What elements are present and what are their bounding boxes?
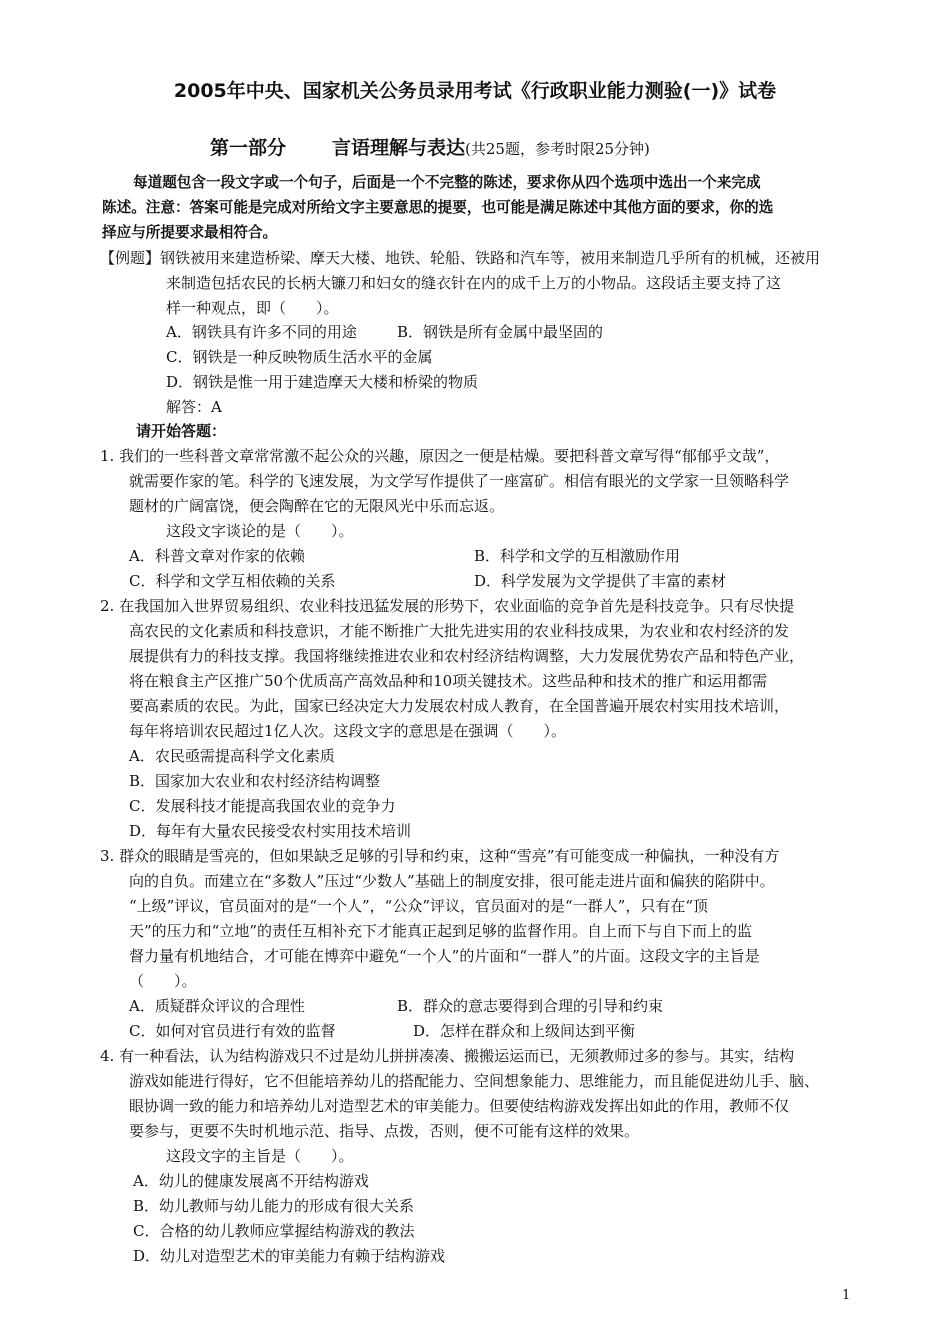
q4-line-4: 要参与，更要不失时机地示范、指导、点拨，否则，便不可能有这样的效果。 [129, 1122, 640, 1140]
q4-line-1: 4. 有一种看法，认为结构游戏只不过是幼儿拼拼凑凑、搬搬运运而已，无须教师过多的参与。其实，结构 [100, 1047, 795, 1065]
q2-option-b: B．国家加大农业和农村经济结构调整 [129, 772, 381, 790]
q4-line-2: 游戏如能进行得好，它不但能培养幼儿的搭配能力、空间想象能力、思维能力，而且能促进幼儿手、脑、 [129, 1072, 820, 1090]
q1-line-3: 题材的广阔富饶，便会陶醉在它的无限风光中乐而忘返。 [129, 497, 505, 515]
q2-line-5: 要高素质的农民。为此，国家已经决定大力发展农村成人教育，在全国普遍开展农村实用技术培训， [129, 697, 790, 715]
q3-option-d: D．怎样在群众和上级间达到平衡 [413, 1022, 636, 1040]
q1-option-a: A．科普文章对作家的依赖 [129, 547, 305, 565]
q4-option-c: C．合格的幼儿教师应掌握结构游戏的教法 [133, 1222, 415, 1240]
section-heading [210, 133, 650, 160]
q2-line-3: 展提供有力的科技支撑。我国将继续推进农业和农村经济结构调整，大力发展优势农产品和特色产业， [129, 647, 805, 665]
example-option-c: C．钢铁是一种反映物质生活水平的金属 [166, 348, 433, 366]
page-number: 1 [842, 1288, 851, 1303]
exam-title: 2005年中央、国家机关公务员录用考试《行政职业能力测验(一)》试卷 [173, 80, 777, 102]
example-line-3: 样一种观点，即（ ）。 [166, 299, 339, 317]
example-option-b: B．钢铁是所有金属中最坚固的 [397, 323, 604, 341]
section-name: 言语理解与表达 [332, 137, 466, 159]
instructions-line-3: 择应与所提要求最相符合。 [102, 224, 278, 241]
example-line-2: 来制造包括农民的长柄大镰刀和妇女的缝衣针在内的成千上万的小物品。这段话主要支持了这 [166, 274, 782, 292]
q4-option-d: D．幼儿对造型艺术的审美能力有赖于结构游戏 [133, 1247, 446, 1265]
q2-option-a: A．农民亟需提高科学文化素质 [129, 747, 335, 765]
instructions-line-1: 每道题包含一段文字或一个句子，后面是一个不完整的陈述，要求你从四个选项中选出一个来完成 [133, 174, 761, 191]
section-note: (共25题，参考时限25分钟) [465, 140, 650, 158]
example-option-d: D．钢铁是惟一用于建造摩天大楼和桥梁的物质 [166, 373, 479, 391]
q1-option-d: D．科学发展为文学提供了丰富的素材 [474, 572, 727, 590]
q2-line-1: 2. 在我国加入世界贸易组织、农业科技迅猛发展的形势下，农业面临的竞争首先是科技竞争。只有尽快提 [100, 597, 795, 615]
section-label: 第一部分 [210, 137, 287, 159]
example-line-1: 【例题】钢铁被用来建造桥梁、摩天大楼、地铁、轮船、铁路和汽车等，被用来制造几乎所有的机械，还被用 [100, 249, 821, 267]
q4-option-b: B．幼儿教师与幼儿能力的形成有很大关系 [133, 1197, 415, 1215]
q1-prompt: 这段文字谈论的是（ ）。 [166, 522, 354, 540]
q3-line-3: “上级”评议，官员面对的是“一个人”，“公众”评议，官员面对的是“一群人”，只有在“顶 [129, 897, 709, 915]
example-answer: 解答：A [166, 398, 222, 416]
q3-option-b: B．群众的意志要得到合理的引导和约束 [397, 997, 664, 1015]
q3-line-5: 督力量有机地结合，才可能在博弈中避免“一个人”的片面和“一群人”的片面。这段文字的主旨是 [129, 947, 760, 965]
q4-prompt: 这段文字的主旨是（ ）。 [166, 1147, 354, 1165]
q3-option-a: A．质疑群众评议的合理性 [129, 997, 305, 1015]
q2-line-2: 高农民的文化素质和科技意识，才能不断推广大批先进实用的农业科技成果，为农业和农村经济的发 [129, 622, 790, 640]
example-option-a: A．钢铁具有许多不同的用途 [166, 323, 357, 341]
q3-line-4: 天”的压力和“立地”的责任互相补充下才能真正起到足够的监督作用。自上而下与自下而上的监 [129, 922, 753, 940]
q4-line-3: 眼协调一致的能力和培养幼儿对造型艺术的审美能力。但要使结构游戏发挥出如此的作用，教师不仅 [129, 1097, 790, 1115]
q3-line-1: 3. 群众的眼睛是雪亮的，但如果缺乏足够的引导和约束，这种“雪亮”有可能变成一种偏执，一种没有方 [100, 847, 780, 865]
q1-line-1: 1. 我们的一些科普文章常常激不起公众的兴趣，原因之一便是枯燥。要把科普文章写得“郁郁乎文哉”， [100, 447, 780, 465]
q1-option-c: C．科学和文学互相依赖的关系 [129, 572, 336, 590]
q2-line-6: 每年将培训农民超过1亿人次。这段文字的意思是在强调（ ）。 [129, 722, 567, 740]
q2-line-4: 将在粮食主产区推广50个优质高产高效品种和10项关键技术。这些品种和技术的推广和运用都需 [129, 672, 768, 690]
start-prompt: 请开始答题： [136, 422, 227, 440]
q3-line-2: 向的自负。而建立在“多数人”压过“少数人”基础上的制度安排，很可能走进片面和偏狭的陷阱中。 [129, 872, 775, 890]
q2-option-d: D．每年有大量农民接受农村实用技术培训 [129, 822, 412, 840]
q3-line-6: （ ）。 [129, 972, 197, 990]
q4-option-a: A．幼儿的健康发展离不开结构游戏 [133, 1172, 369, 1190]
instructions-line-2: 陈述。注意：答案可能是完成对所给文字主要意思的提要，也可能是满足陈述中其他方面的要求，你的选 [102, 199, 774, 216]
q2-option-c: C．发展科技才能提高我国农业的竞争力 [129, 797, 396, 815]
q1-line-2: 就需要作家的笔。科学的飞速发展，为文学写作提供了一座富矿。相信有眼光的文学家一旦领略科学 [129, 472, 790, 490]
q1-option-b: B．科学和文学的互相激励作用 [474, 547, 681, 565]
q3-option-c: C．如何对官员进行有效的监督 [129, 1022, 336, 1040]
